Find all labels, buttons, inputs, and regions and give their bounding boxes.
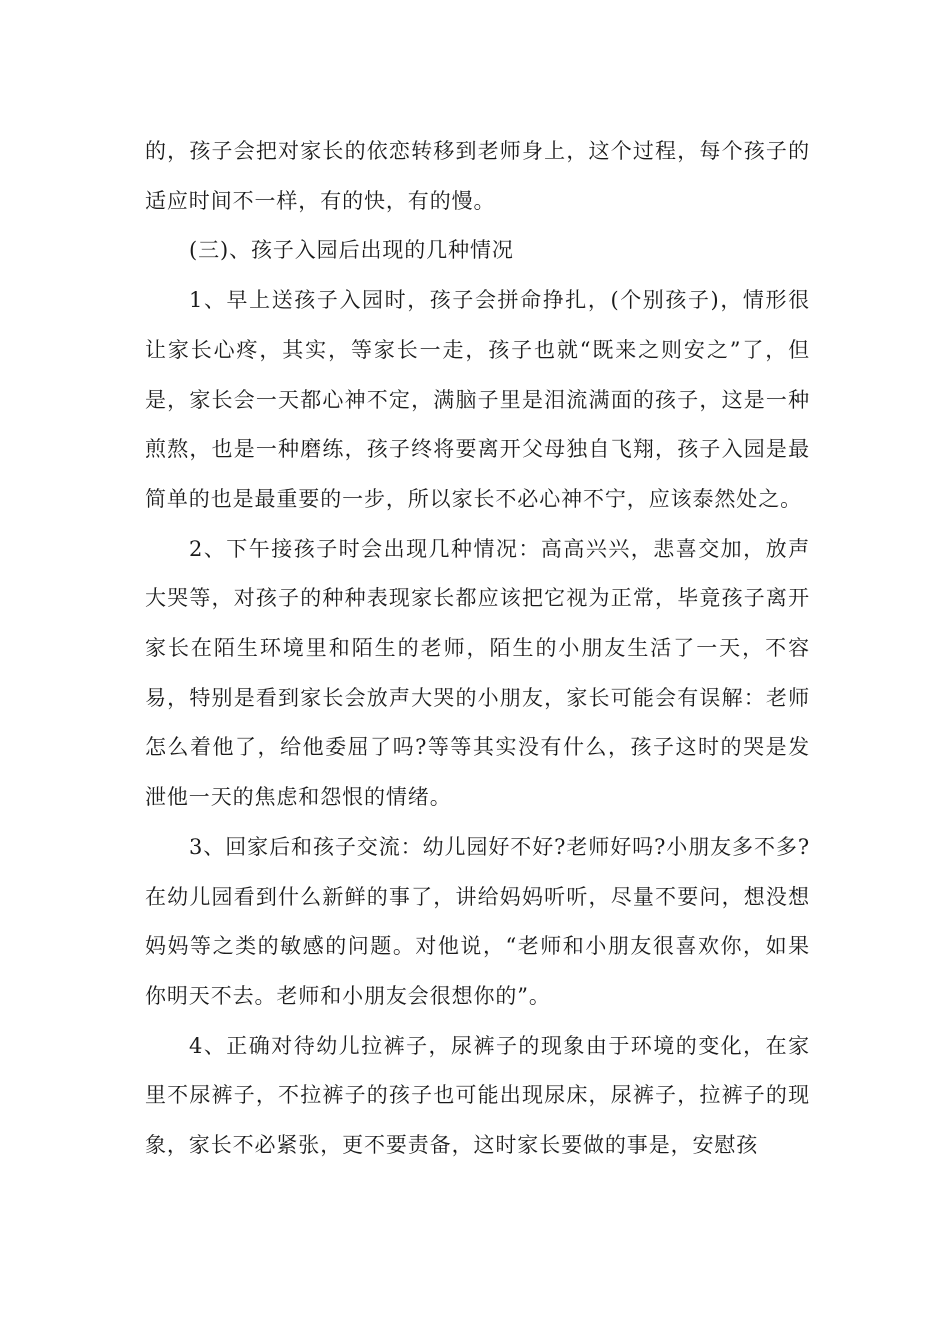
document-page bbox=[145, 127, 810, 1171]
paragraph-continuation: 的，孩子会把对家长的依恋转移到老师身上，这个过程，每个孩子的适应时间不一样，有的快，有的慢。 bbox=[145, 139, 810, 213]
paragraph-item-4: 4、正确对待幼儿拉裤子，尿裤子的现象由于环境的变化，在家里不尿裤子，不拉裤子的孩子也可能出现尿床，尿裤子，拉裤子的现象，家长不必紧张，更不要责备，这时家长要做的事是，安慰孩 bbox=[145, 1033, 810, 1158]
paragraph-item-1: 1、早上送孩子入园时，孩子会拼命挣扎，(个别孩子)，情形很让家长心疼，其实，等家长一走，孩子也就“既来之则安之”了，但是，家长会一天都心神不定，满脑子里是泪流满面的孩子，这是一种煎熬，也是一种磨练，孩子终将要离开父母独自飞翔，孩子入园是最简单的也是最重要的一步，所以家长不必心神不宁，应该泰然处之。 bbox=[145, 288, 810, 511]
paragraph-item-3: 3、回家后和孩子交流：幼儿园好不好?老师好吗?小朋友多不多?在幼儿园看到什么新鲜的事了，讲给妈妈听听，尽量不要问，想没想妈妈等之类的敏感的问题。对他说，“老师和小朋友很喜欢你，如果你明天不去。老师和小朋友会很想你的”。 bbox=[145, 834, 810, 1008]
section-heading: (三)、孩子入园后出现的几种情况 bbox=[189, 238, 514, 263]
paragraph-item-2: 2、下午接孩子时会出现几种情况：高高兴兴，悲喜交加，放声大哭等，对孩子的种种表现家长都应该把它视为正常，毕竟孩子离开家长在陌生环境里和陌生的老师，陌生的小朋友生活了一天，不容易，特别是看到家长会放声大哭的小朋友，家长可能会有误解：老师怎么着他了，给他委屈了吗?等等其实没有什么，孩子这时的哭是发泄他一天的焦虑和怨恨的情绪。 bbox=[145, 536, 810, 810]
